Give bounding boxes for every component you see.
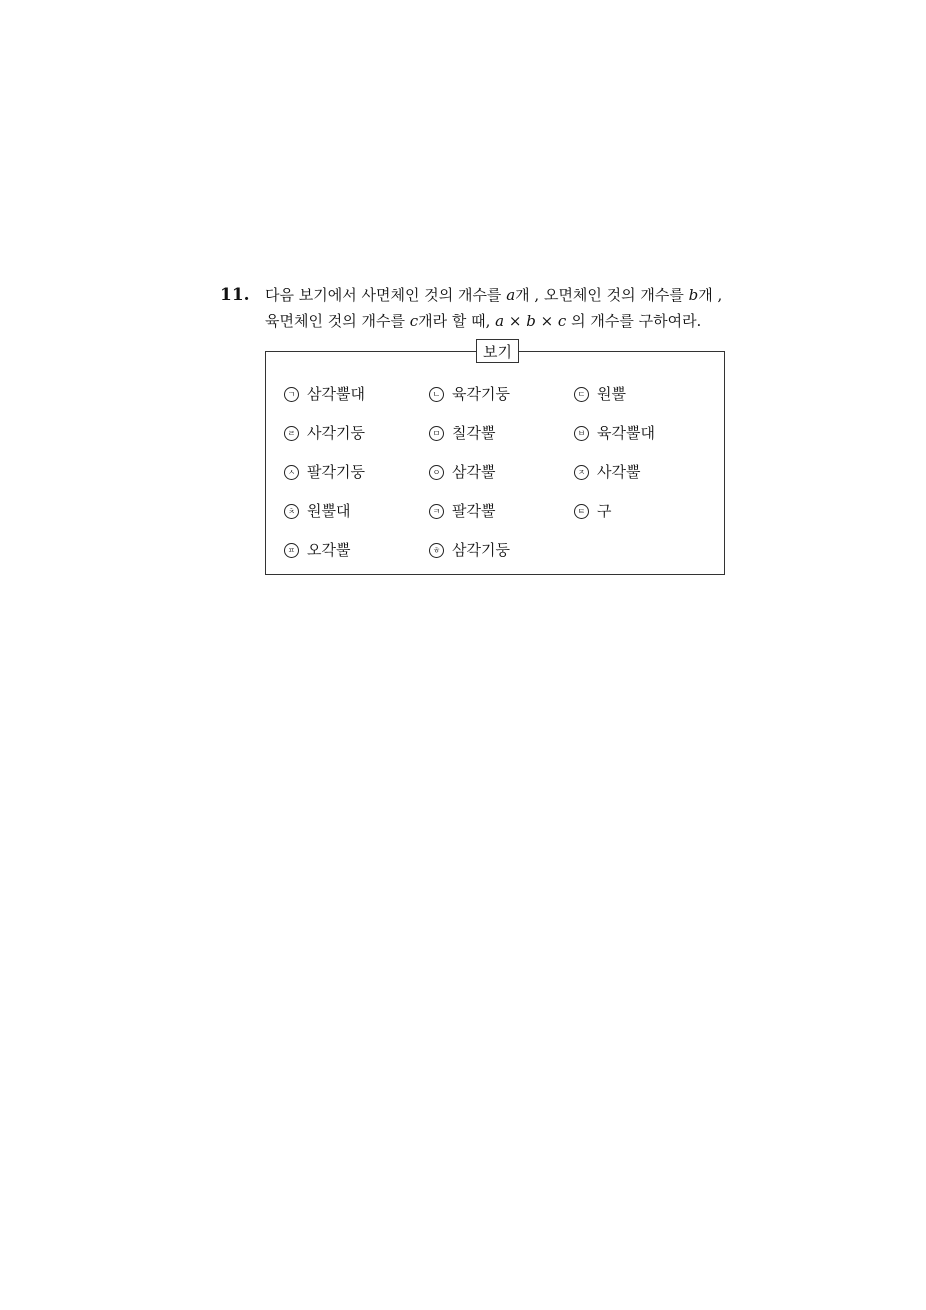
option-marker: ㅅ: [284, 465, 299, 480]
option-text: 칠각뿔: [452, 424, 496, 442]
option-text: 삼각뿔: [452, 463, 496, 481]
option-item: [284, 382, 429, 421]
option-text: 사각뿔: [597, 463, 641, 481]
option-marker: ㅈ: [574, 465, 589, 480]
option-marker: ㅍ: [284, 543, 299, 558]
option-marker: ㄱ: [284, 387, 299, 402]
option-text: 삼각뿔대: [307, 385, 365, 403]
option-item: [429, 421, 574, 460]
option-item: [284, 538, 429, 577]
option-marker: ㅇ: [429, 465, 444, 480]
option-marker: ㅋ: [429, 504, 444, 519]
question-line-2: [265, 308, 745, 334]
option-marker: ㄴ: [429, 387, 444, 402]
product-expression: a × b × c: [495, 312, 567, 330]
option-text: 구: [597, 502, 612, 520]
question-line-1-part-c: 개 ,: [698, 286, 723, 304]
options-grid: [284, 382, 714, 577]
question-line-2-part-c: 의 개수를 구하여라.: [566, 312, 702, 330]
option-item: [429, 499, 574, 538]
option-marker: ㅎ: [429, 543, 444, 558]
option-text: 원뿔: [597, 385, 626, 403]
option-text: 원뿔대: [307, 502, 351, 520]
option-text: 오각뿔: [307, 541, 351, 559]
option-marker: ㄹ: [284, 426, 299, 441]
option-marker: ㅊ: [284, 504, 299, 519]
example-box-label: 보기: [476, 339, 519, 363]
option-item: [284, 499, 429, 538]
option-text: 팔각뿔: [452, 502, 496, 520]
option-item: [429, 538, 574, 577]
option-item: [574, 499, 714, 538]
option-text: 팔각기둥: [307, 463, 365, 481]
question-number: 11.: [220, 285, 250, 305]
option-item: [574, 421, 714, 460]
option-marker: ㅌ: [574, 504, 589, 519]
variable-a: a: [506, 286, 516, 304]
option-marker: ㅂ: [574, 426, 589, 441]
question-line-1: [265, 282, 745, 308]
option-marker: ㅁ: [429, 426, 444, 441]
question-line-2-part-b: 개라 할 때,: [418, 312, 496, 330]
option-item: [284, 421, 429, 460]
option-text: 사각기둥: [307, 424, 365, 442]
question-line-1-part-a: 다음 보기에서 사면체인 것의 개수를: [265, 286, 507, 304]
option-marker: ㄷ: [574, 387, 589, 402]
option-text: 육각뿔대: [597, 424, 655, 442]
option-item: [429, 382, 574, 421]
option-item: [574, 460, 714, 499]
question-line-2-part-a: 육면체인 것의 개수를: [265, 312, 410, 330]
example-box: [265, 343, 725, 575]
question-line-1-part-b: 개 , 오면체인 것의 개수를: [515, 286, 689, 304]
option-item: [429, 460, 574, 499]
option-item: [284, 460, 429, 499]
question-text: [265, 282, 745, 334]
option-item: [574, 382, 714, 421]
variable-b: b: [688, 286, 699, 304]
variable-c: c: [409, 312, 419, 330]
option-text: 삼각기둥: [452, 541, 510, 559]
option-text: 육각기둥: [452, 385, 510, 403]
